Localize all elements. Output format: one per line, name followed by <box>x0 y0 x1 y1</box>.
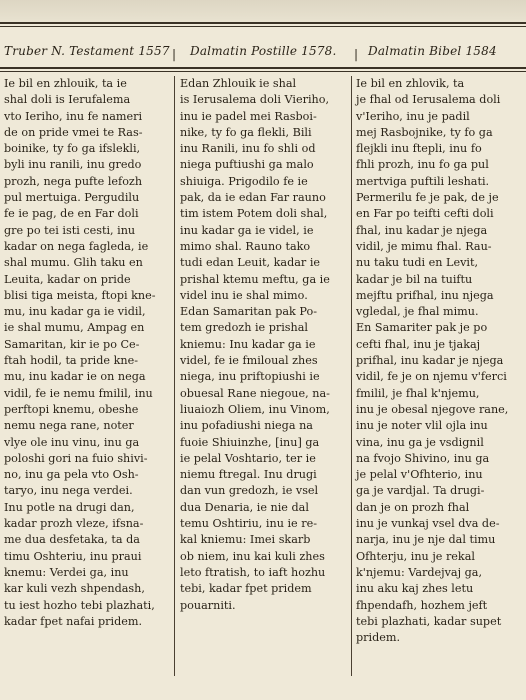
text-line: Leuita, kadar on pride <box>4 272 131 286</box>
text-line: vgledal, je fhal mimu. <box>356 305 479 319</box>
text-line: temu Oshtiriu, inu ie re- <box>180 517 317 531</box>
text-line: niemu ftregal. Inu drugi <box>180 468 317 482</box>
text-line: vidil, fe je on njemu v'ferci <box>356 370 507 384</box>
text-line: niega puftiushi ga malo <box>180 158 314 172</box>
text-line: Ofhterju, inu je rekal <box>356 549 475 563</box>
text-line: Edan Zhlouik ie shal <box>180 77 297 90</box>
text-line: mej Rasbojnike, ty fo ga <box>356 125 493 139</box>
text-line: Ie bil en zhlouik, ta ie <box>4 77 127 90</box>
text-line: mu, inu kadar ga ie vidil, <box>4 305 146 319</box>
text-line: leto ftratish, to iaft hozhu <box>180 565 326 579</box>
column-divider <box>351 76 352 676</box>
text-line: Permerilu fe je pak, de je <box>356 191 499 205</box>
text-line: fhli prozh, inu fo ga pul <box>356 158 489 172</box>
text-line: pridem. <box>356 631 401 645</box>
column-postille <box>180 76 348 614</box>
text-line: na fvojo Shivino, inu ga <box>356 451 490 465</box>
text-line: k'njemu: Vardejvaj ga, <box>356 565 483 579</box>
text-line: kadar fpet nafai pridem. <box>4 614 143 628</box>
text-line: tem gredozh ie prishal <box>180 321 309 335</box>
column-bibel <box>356 76 522 646</box>
text-line: nike, ty fo ga flekli, Bili <box>180 125 312 139</box>
text-line: inu kadar ga ie videl, ie <box>180 223 314 237</box>
text-line: me dua desfetaka, ta da <box>4 533 140 547</box>
text-line: fe ie pag, de en Far doli <box>4 207 139 221</box>
text-line: pul mertuiga. Pergudilu <box>4 191 140 205</box>
text-line: kar kuli vezh shpendash, <box>4 582 145 596</box>
text-line: vidil, fe ie nemu fmilil, inu <box>4 386 153 400</box>
text-line: tebi, kadar fpet pridem <box>180 582 312 596</box>
text-line: tebi plazhati, kadar supet <box>356 614 502 628</box>
text-line: timu Oshteriu, inu praui <box>4 549 142 563</box>
text-line: is Ierusalema doli Vieriho, <box>180 93 330 107</box>
text-line: En Samariter pak je po <box>356 321 488 335</box>
column-divider <box>174 76 175 676</box>
header-rule-thin <box>0 71 526 72</box>
text-line: videl, fe ie fmiloual zhes <box>180 354 318 368</box>
text-line: Samaritan, kir ie po Ce- <box>4 337 140 351</box>
text-line: vina, inu ga je vsdignil <box>356 435 484 449</box>
text-line: mimo shal. Rauno tako <box>180 239 311 253</box>
text-line: fmilil, je fhal k'njemu, <box>356 386 480 400</box>
text-line: kadar on nega fagleda, ie <box>4 239 149 253</box>
text-line: no, inu ga pela vto Osh- <box>4 468 139 482</box>
text-line: inu je vunkaj vsel dva de- <box>356 517 500 531</box>
text-line: mejftu prifhal, inu njega <box>356 288 494 302</box>
text-line: niega, inu priftopiushi ie <box>180 370 320 384</box>
column-truber <box>4 76 170 630</box>
text-line: v'Ieriho, inu je padil <box>356 109 470 123</box>
text-line: byli inu ranili, inu gredo <box>4 158 142 172</box>
text-line: mu, inu kadar ie on nega <box>4 370 146 384</box>
text-line: obuesal Rane niegoue, na- <box>180 386 330 400</box>
header-separator: | <box>354 47 359 61</box>
text-line: dan je on prozh fhal <box>356 500 470 514</box>
text-line: boinike, ty fo ga ifslekli, <box>4 142 141 156</box>
text-line: taryo, inu nega verdei. <box>4 484 133 498</box>
text-line: nu taku tudi en Levit, <box>356 256 479 270</box>
text-line: dan vun gredozh, ie vsel <box>180 484 319 498</box>
text-line: ie pelal Voshtario, ter ie <box>180 451 316 465</box>
header-separator: | <box>172 47 177 61</box>
text-line: cefti fhal, inu je tjakaj <box>356 337 481 351</box>
text-line: prifhal, inu kadar je njega <box>356 354 504 368</box>
text-line: knemu: Verdei ga, inu <box>4 565 129 579</box>
text-line: ob niem, inu kai kuli zhes <box>180 549 325 563</box>
text-line: pouarniti. <box>180 598 236 612</box>
column-headers <box>0 44 526 64</box>
text-line: Inu potle na drugi dan, <box>4 500 135 514</box>
text-line: shiuiga. Prigodilo fe ie <box>180 174 308 188</box>
text-line: gre po tei isti cesti, inu <box>4 223 136 237</box>
text-line: kal kniemu: Imei skarb <box>180 533 311 547</box>
text-line: narja, inu je nje dal timu <box>356 533 496 547</box>
text-line: poloshi gori na fuio shivi- <box>4 451 148 465</box>
text-line: liuaiozh Oliem, inu Vinom, <box>180 402 330 416</box>
text-line: nemu nega rane, noter <box>4 419 134 433</box>
header-postille-1578: Dalmatin Postille 1578. <box>190 44 337 58</box>
text-line: videl inu ie shal mimo. <box>180 288 308 302</box>
text-line: perftopi knemu, obeshe <box>4 402 139 416</box>
text-line: inu pofadiushi niega na <box>180 419 313 433</box>
text-line: je fhal od Ierusalema doli <box>356 93 501 107</box>
text-line: je pelal v'Ofhterio, inu <box>356 468 483 482</box>
text-line: ftah hodil, ta pride kne- <box>4 354 138 368</box>
header-rule <box>0 67 526 69</box>
text-line: kniemu: Inu kadar ga ie <box>180 337 316 351</box>
text-line: inu je noter vlil ojla inu <box>356 419 488 433</box>
text-line: vto Ieriho, inu fe nameri <box>4 109 143 123</box>
text-line: vidil, je mimu fhal. Rau- <box>356 239 492 253</box>
text-line: fuoie Shiuinzhe, [inu] ga <box>180 435 320 449</box>
text-line: de on pride vmei te Ras- <box>4 125 143 139</box>
text-line: ie shal mumu, Ampag en <box>4 321 145 335</box>
text-line: ga je vardjal. Ta drugi- <box>356 484 485 498</box>
text-line: fhpendafh, hozhem jeft <box>356 598 488 612</box>
text-line: tu iest hozho tebi plazhati, <box>4 598 155 612</box>
text-line: tim istem Potem doli shal, <box>180 207 328 221</box>
text-line: shal mumu. Glih taku en <box>4 256 143 270</box>
text-line: mertviga puftili leshati. <box>356 174 490 188</box>
header-bibel-1584: Dalmatin Bibel 1584 <box>368 44 497 58</box>
text-line: shal doli is Ierufalema <box>4 93 131 107</box>
text-line: kadar je bil na tuiftu <box>356 272 473 286</box>
text-line: kadar prozh vleze, ifsna- <box>4 517 144 531</box>
text-line: inu Ranili, inu fo shli od <box>180 142 316 156</box>
header-truber-1557: Truber N. Testament 1557 <box>4 44 170 58</box>
text-line: inu je obesal njegove rane, <box>356 402 509 416</box>
text-line: Ie bil en zhlovik, ta <box>356 77 465 90</box>
text-line: tudi edan Leuit, kadar ie <box>180 256 321 270</box>
text-line: inu aku kaj zhes letu <box>356 582 474 596</box>
text-line: blisi tiga meista, ftopi kne- <box>4 288 156 302</box>
text-line: vlye ole inu vinu, inu ga <box>4 435 140 449</box>
top-rule <box>0 22 526 24</box>
text-line: flejkli inu ftepli, inu fo <box>356 142 482 156</box>
text-line: inu ie padel mei Rasboi- <box>180 109 317 123</box>
text-line: dua Denaria, ie nie dal <box>180 500 309 514</box>
text-line: pak, da ie edan Far rauno <box>180 191 326 205</box>
top-rule-thin <box>0 26 526 27</box>
text-line: en Far po teifti cefti doli <box>356 207 494 221</box>
text-line: Edan Samaritan pak Po- <box>180 305 317 319</box>
text-line: prishal ktemu meftu, ga ie <box>180 272 330 286</box>
text-line: fhal, inu kadar je njega <box>356 223 488 237</box>
text-line: prozh, nega pufte lefozh <box>4 174 143 188</box>
page-top-edge <box>0 0 526 22</box>
